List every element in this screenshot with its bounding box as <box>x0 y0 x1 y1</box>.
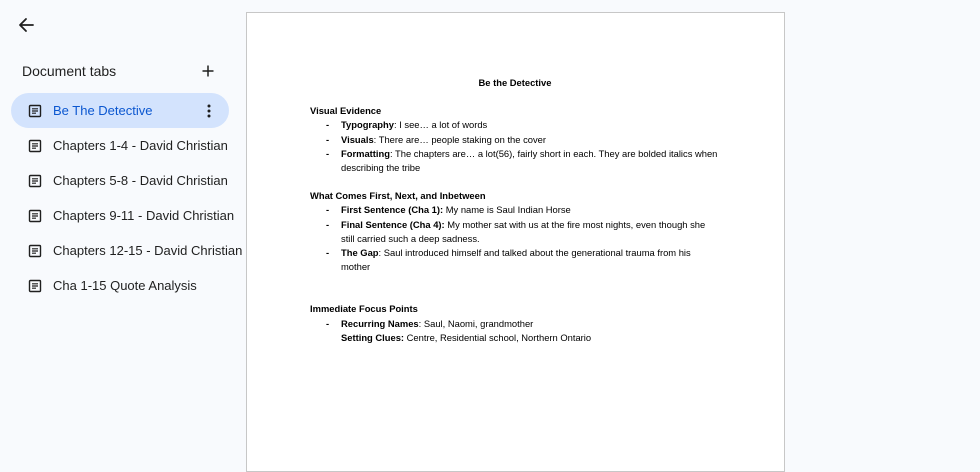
section-heading-sequence: What Comes First, Next, and Inbetween <box>310 190 486 202</box>
visual-evidence-list <box>310 118 720 175</box>
document-icon <box>27 103 43 119</box>
tab-quote-analysis[interactable] <box>11 268 229 303</box>
document-icon <box>27 278 43 294</box>
arrow-back-icon <box>17 16 35 34</box>
document-icon <box>27 173 43 189</box>
document-tabs-title: Document tabs <box>22 63 117 79</box>
document-page[interactable] <box>246 12 785 472</box>
list-item: Setting Clues: Centre, Residential school, Northern Ontario <box>341 331 592 343</box>
tab-label: Chapters 9-11 - David Christian <box>53 208 235 223</box>
list-item: - The Gap: Saul introduced himself and talked about the generational trauma from his mother <box>310 246 720 274</box>
list-item: - Final Sentence (Cha 4): My mother sat with us at the fire most nights, even though she still carried such a deep sadness. <box>310 218 720 246</box>
document-tabs-header <box>22 62 218 80</box>
list-item: - First Sentence (Cha 1): My name is Saul Indian Horse <box>310 203 720 217</box>
document-icon <box>27 138 43 154</box>
document-tab-list <box>11 93 243 303</box>
section-heading-visual-evidence: Visual Evidence <box>310 105 382 117</box>
list-item: - Formatting: The chapters are… a lot(56), fairly short in each. They are bolded italics when describing the tribe <box>310 147 720 175</box>
tab-chapters-5-8[interactable] <box>11 163 229 198</box>
document-icon <box>27 243 43 259</box>
document-title: Be the Detective <box>478 77 552 88</box>
tab-label: Chapters 12-15 - David Christian <box>53 243 243 258</box>
tab-chapters-9-11[interactable] <box>11 198 235 233</box>
document-body <box>310 76 720 345</box>
add-tab-button[interactable] <box>198 61 218 81</box>
sequence-list <box>310 203 720 274</box>
plus-icon <box>202 65 214 77</box>
list-item: - Recurring Names: Saul, Naomi, grandmother <box>310 317 720 331</box>
tab-label: Cha 1-15 Quote Analysis <box>53 278 197 293</box>
tab-chapters-12-15[interactable] <box>11 233 243 268</box>
tab-more-options-button[interactable] <box>201 102 217 120</box>
list-item: - Visuals: There are… people staking on the cover <box>310 133 720 147</box>
section-heading-focus-points: Immediate Focus Points <box>310 303 418 315</box>
tab-label: Chapters 1-4 - David Christian <box>53 138 228 153</box>
more-vert-icon <box>207 104 211 118</box>
back-button[interactable] <box>12 11 40 39</box>
list-item: - Typography: I see… a lot of words <box>310 118 720 132</box>
tab-chapters-1-4[interactable] <box>11 128 229 163</box>
tab-label: Be The Detective <box>53 103 153 118</box>
focus-points-list <box>310 317 720 345</box>
tab-be-the-detective[interactable] <box>11 93 229 128</box>
document-icon <box>27 208 43 224</box>
tab-label: Chapters 5-8 - David Christian <box>53 173 228 188</box>
